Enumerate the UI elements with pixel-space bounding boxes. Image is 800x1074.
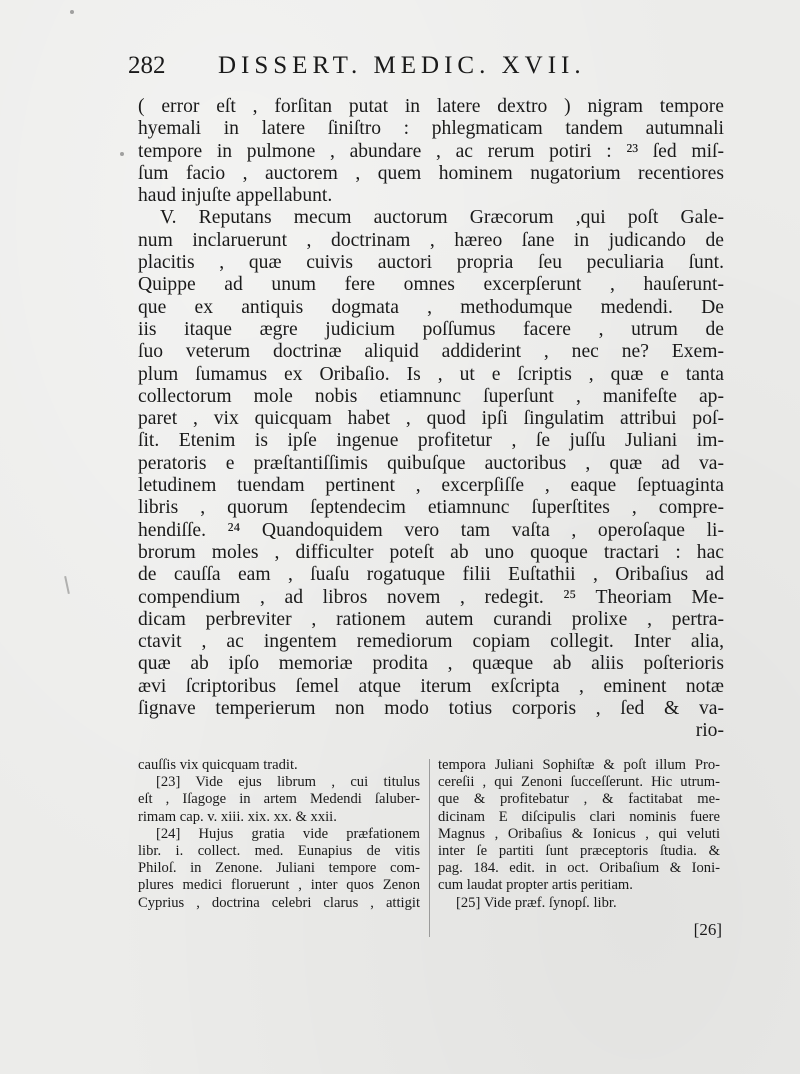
running-header: [128, 52, 688, 86]
text-line: de cauſſa eam , ſuaſu rogatuque filii Euſtathii , Oribaſius ad: [138, 564, 724, 586]
text-line: ævi ſcriptoribus ſemel atque iterum exſcripta , eminent notæ: [138, 675, 724, 697]
footnote-line: rimam cap. v. xiii. xix. xx. & xxii.: [138, 808, 337, 825]
paper-mark: [70, 10, 74, 14]
text-line: libris , quorum ſeptendecim etiamnunc ſuperſtites , compre-: [138, 497, 724, 519]
footnote-line: [23] Vide ejus librum , cui titulus: [156, 774, 420, 791]
text-line: que ex antiquis dogmata , methodumque medendi. De: [138, 296, 724, 318]
footnote-column-divider: [429, 759, 430, 937]
footnote-line: libr. i. collect. med. Eunapius de vitis: [138, 842, 420, 859]
footnote-line: inter ſe partiti ſunt præceptoris ſtudia. &: [438, 842, 720, 859]
text-line: placitis , quæ cuivis auctori propria ſeu peculiaria ſunt.: [138, 252, 724, 274]
footnote-line: cereſii , qui Zenoni ſucceſſerunt. Hic utrum-: [438, 774, 720, 791]
footnote-line: tempora Juliani Sophiſtæ & poſt illum Pro-: [438, 757, 720, 773]
text-line: iis itaque ægre judicium poſſumus facere , utrum de: [138, 318, 724, 340]
footnote-line: dicinam E diſcipulis clari nominis fuere: [438, 808, 720, 825]
text-line: dicam perbreviter , rationem autem curandi prolixe , pertra-: [138, 608, 724, 630]
paper-mark: [120, 152, 124, 156]
text-line: num inclaruerunt , doctrinam , hæreo ſane in judicando de: [138, 229, 724, 251]
footnote-line: cauſſis vix quicquam tradit.: [138, 757, 298, 773]
paper-mark: [64, 576, 70, 594]
footnote-line: Philoſ. in Zenone. Juliani tempore com-: [138, 860, 420, 877]
text-line: V. Reputans mecum auctorum Græcorum ,qui poſt Gale-: [160, 207, 724, 229]
text-line: hendiſſe. ²⁴ Quandoquidem vero tam vaſta , operoſaque li-: [138, 519, 724, 541]
text-line: peratoris e præſtantiſſimis quibuſque auctoribus , quæ ad va-: [138, 452, 724, 474]
footnotes-left-column: [138, 757, 420, 912]
text-line: ( error eſt , forſitan putat in latere dextro ) nigram tempore: [138, 96, 724, 117]
footnote-line: eſt , Iſagoge in artem Medendi ſaluber-: [138, 791, 420, 808]
footnote-line: cum laudat propter artis peritiam.: [438, 877, 633, 894]
footnote-line: que & profitebatur , & factitabat me-: [438, 791, 720, 808]
text-line: hyemali in latere ſiniſtro : phlegmaticam tandem autumnali: [138, 118, 724, 140]
text-line: brorum moles , difficulter poteſt ab uno quoque tractari : hac: [138, 541, 724, 563]
footnotes: [138, 757, 724, 947]
running-title: DISSERT. MEDIC. XVII.: [218, 52, 586, 79]
footnotes-right-column: [438, 757, 720, 912]
text-line: collectorum mole nobis etiamnunc ſuperſunt , manifeſte ap-: [138, 385, 724, 407]
text-line: letudinem tuendam pertinent , excerpſiſſe , eaque ſeptuaginta: [138, 475, 724, 497]
page-number: 282: [128, 52, 166, 79]
footnote-line: Cyprius , doctrina celebri clarus , attigit: [138, 894, 420, 911]
footnote-line: Magnus , Oribaſius & Ionicus , qui veluti: [438, 825, 720, 842]
text-line: tempore in pulmone , abundare , ac rerum potiri : ²³ ſed miſ-: [138, 140, 724, 162]
text-line: paret , vix quicquam habet , quod ipſi ſingulatim attribui poſ-: [138, 408, 724, 430]
footnote-line: plures medici floruerunt , inter quos Zenon: [138, 877, 420, 894]
text-line: compendium , ad libros novem , redegit. ²⁵ Theoriam Me-: [138, 586, 724, 608]
catchword: [26]: [693, 920, 722, 939]
text-line: ſignave temperierum non modo totius corporis , ſed & va-: [138, 698, 724, 720]
text-line: ſum facio , auctorem , quem hominem nugatorium recentiores: [138, 162, 724, 184]
text-line: ſit. Etenim is ipſe ingenue profitetur , ſe juſſu Juliani im-: [138, 430, 724, 452]
text-line: quæ ab ipſo memoriæ prodita , quæque ab aliis poſterioris: [138, 653, 724, 675]
text-line: Quippe ad unum fere omnes excerpſerunt , hauſerunt-: [138, 274, 724, 296]
text-line-hyphenated-end: rio-: [695, 720, 724, 742]
main-text: [138, 96, 724, 743]
footnote-line: [25] Vide præf. ſynopſ. libr.: [456, 894, 617, 911]
text-line: haud injuſte appellabunt.: [138, 185, 333, 207]
footnote-line: [24] Hujus gratia vide præfationem: [156, 825, 420, 842]
text-line: plum ſumamus ex Oribaſio. Is , ut e ſcriptis , quæ e tanta: [138, 363, 724, 385]
text-line: ctavit , ac ingentem remediorum copiam collegit. Inter alia,: [138, 631, 724, 653]
text-line: ſuo veterum doctrinæ aliquid addiderint , nec ne? Exem-: [138, 341, 724, 363]
footnote-line: pag. 184. edit. in oct. Oribaſium & Ioni-: [438, 860, 720, 877]
